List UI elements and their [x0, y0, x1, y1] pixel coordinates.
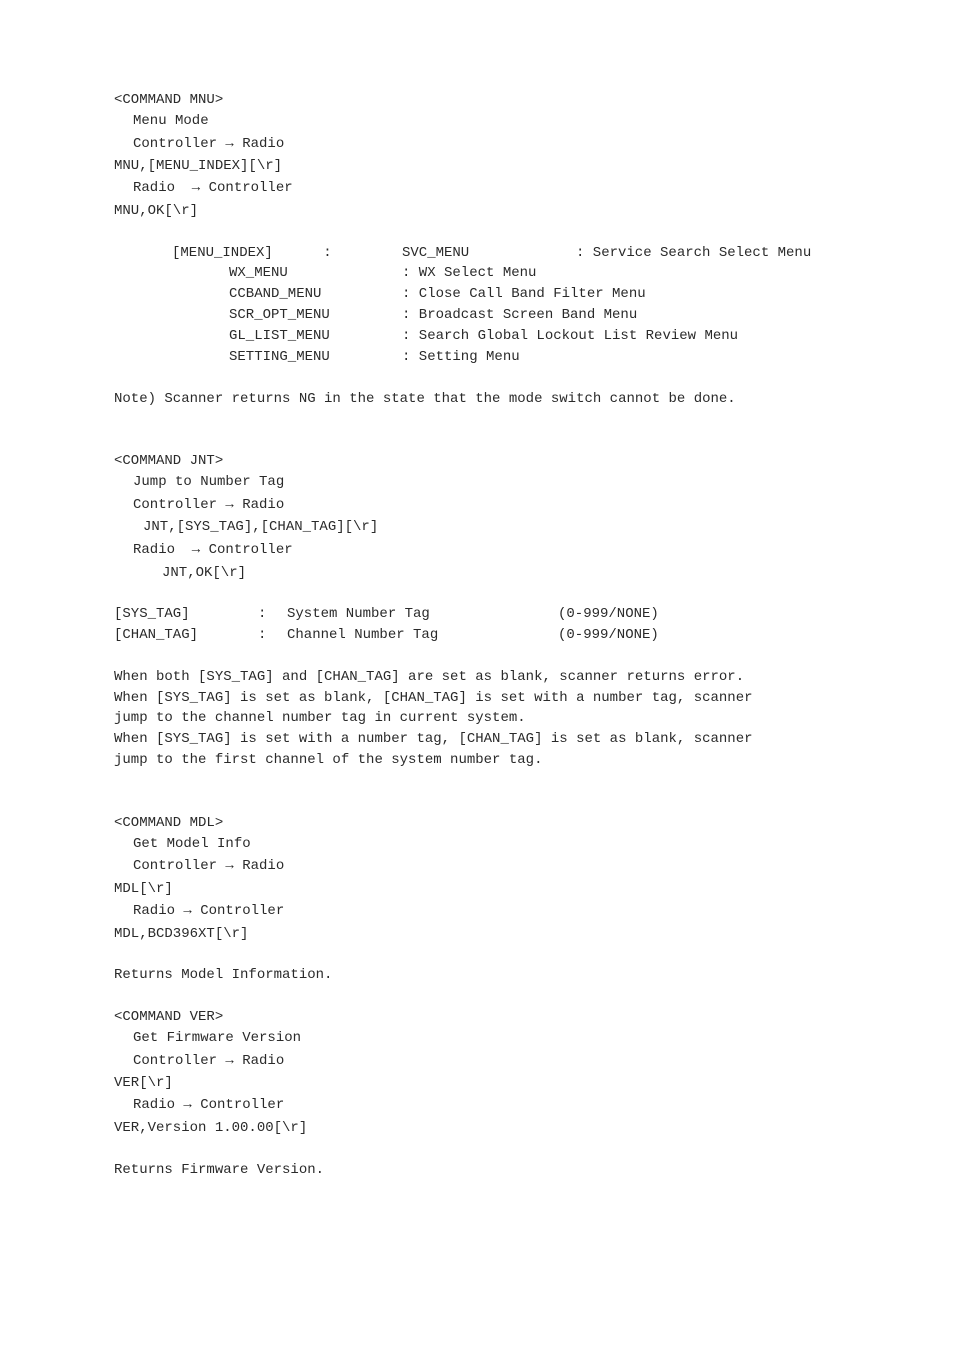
jnt-param-desc: System Number Tag [287, 606, 430, 622]
jnt-param-name: [SYS_TAG] [114, 606, 190, 622]
mdl-title: Get Model Info [133, 836, 251, 852]
jnt-note-line: When [SYS_TAG] is set with a number tag, [CHAN_TAG] is set as blank, scanner [114, 731, 753, 747]
jnt-note-line: When both [SYS_TAG] and [CHAN_TAG] are set as blank, scanner returns error. [114, 669, 745, 685]
jnt-note-line: jump to the first channel of the system number tag. [114, 752, 543, 768]
jnt-title: Jump to Number Tag [133, 474, 285, 490]
jnt-param-name: [CHAN_TAG] [114, 627, 199, 643]
mnu-param-desc: : Search Global Lockout List Review Menu [402, 328, 739, 344]
mnu-param-name: GL_LIST_MENU [229, 328, 330, 344]
ver-heading: <COMMAND VER> [114, 1009, 224, 1025]
jnt-param-range: (0-999/NONE) [558, 606, 659, 622]
mnu-title: Menu Mode [133, 113, 209, 129]
jnt-response: JNT,OK[\r] [162, 565, 247, 581]
jnt-param-sep: : [258, 627, 267, 643]
mnu-command: MNU,[MENU_INDEX][\r] [114, 158, 283, 174]
mnu-heading: <COMMAND MNU> [114, 92, 224, 108]
mnu-param-label: [MENU_INDEX] : [172, 245, 332, 261]
ver-title: Get Firmware Version [133, 1030, 302, 1046]
ver-note: Returns Firmware Version. [114, 1162, 325, 1178]
jnt-direction-to-controller: Radio → Controller [133, 542, 293, 558]
mdl-direction-to-radio: Controller → Radio [133, 858, 285, 874]
ver-command: VER[\r] [114, 1075, 173, 1091]
mdl-direction-to-controller: Radio → Controller [133, 903, 285, 919]
mnu-param-desc: : WX Select Menu [402, 265, 537, 281]
mnu-param-desc: : Close Call Band Filter Menu [402, 286, 646, 302]
mdl-response: MDL,BCD396XT[\r] [114, 926, 249, 942]
mnu-param-name: SCR_OPT_MENU [229, 307, 330, 323]
ver-response: VER,Version 1.00.00[\r] [114, 1120, 308, 1136]
mnu-note: Note) Scanner returns NG in the state that the mode switch cannot be done. [114, 391, 736, 407]
jnt-param-sep: : [258, 606, 267, 622]
mnu-param-name: SVC_MENU [402, 245, 470, 261]
jnt-direction-to-radio: Controller → Radio [133, 497, 285, 513]
jnt-heading: <COMMAND JNT> [114, 453, 224, 469]
jnt-note-line: When [SYS_TAG] is set as blank, [CHAN_TAG] is set with a number tag, scanner [114, 690, 753, 706]
mnu-direction-to-radio: Controller → Radio [133, 136, 285, 152]
mnu-param-name: WX_MENU [229, 265, 288, 281]
ver-direction-to-radio: Controller → Radio [133, 1053, 285, 1069]
jnt-note-line: jump to the channel number tag in current system. [114, 710, 526, 726]
mnu-param-desc: : Setting Menu [402, 349, 520, 365]
jnt-param-range: (0-999/NONE) [558, 627, 659, 643]
mnu-param-name: CCBAND_MENU [229, 286, 322, 302]
mnu-param-desc: : Service Search Select Menu [576, 245, 812, 261]
jnt-param-desc: Channel Number Tag [287, 627, 439, 643]
mnu-direction-to-controller: Radio → Controller [133, 180, 293, 196]
mdl-command: MDL[\r] [114, 881, 173, 897]
mdl-note: Returns Model Information. [114, 967, 333, 983]
ver-direction-to-controller: Radio → Controller [133, 1097, 285, 1113]
mnu-param-name: SETTING_MENU [229, 349, 330, 365]
mnu-param-desc: : Broadcast Screen Band Menu [402, 307, 638, 323]
jnt-command: JNT,[SYS_TAG],[CHAN_TAG][\r] [143, 519, 379, 535]
mdl-heading: <COMMAND MDL> [114, 815, 224, 831]
mnu-response: MNU,OK[\r] [114, 203, 199, 219]
